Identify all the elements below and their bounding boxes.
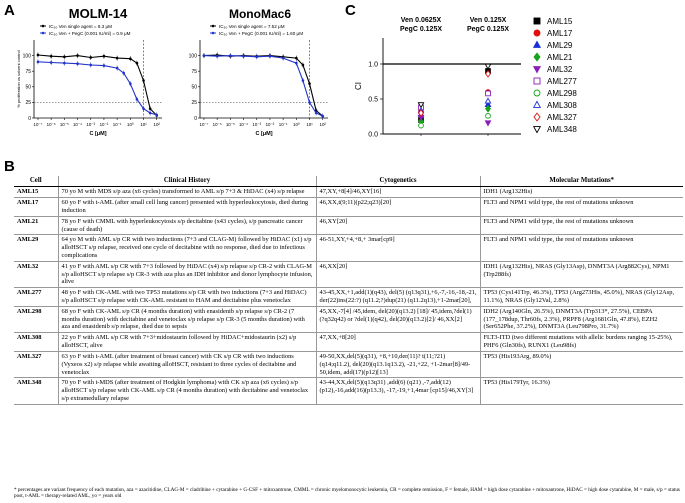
molecular-mutations: TP53 (Cys141Trp, 46.3%), TP53 (Arg273His, 45.0%), NRAS (Gly12Asp, 11.1%), NRAS (Gly12Val, 2.8%): [480, 288, 683, 307]
legend-marker: [534, 67, 541, 73]
data-point: [321, 115, 324, 118]
dose-response-chart-2: [189, 7, 328, 137]
data-point: [103, 64, 106, 67]
x-tick-label: 10⁻⁶: [46, 122, 56, 127]
legend-marker: [534, 101, 541, 107]
x-tick-label: 10⁻⁶: [212, 122, 222, 127]
panel-letter-a: A: [4, 2, 15, 19]
cytogenetics: 47,XY,+8[4]/46,XY[16]: [316, 187, 480, 198]
y-tick-label: 50: [25, 84, 31, 91]
x-tick-label: 10⁻⁵: [59, 122, 69, 127]
molecular-mutations: TP53 (His193Arg, 89.0%): [480, 351, 683, 377]
ci-point: [485, 98, 490, 103]
legend-marker: [534, 18, 540, 24]
y-tick-label: 75: [191, 69, 197, 75]
data-point: [116, 57, 119, 60]
data-point: [76, 62, 79, 65]
clinical-history: 70 yo F with t-MDS (after treatment of Hodgkin lymphoma) with CK s/p aza (x6 cycles) s/p alloHSCT s/p relapse with CK-AML s/p CR (4 months duration) with decitabine and venetoclax s/p extramedullary relapse: [58, 378, 316, 404]
legend-label: IC₅₀ Ven + PegC (0.001 IU/ml) = 1.60 μM: [219, 31, 304, 36]
cytogenetics: 46-51,XY,+4,+8,+ 3mar[cp9]: [316, 235, 480, 261]
legend-marker: [212, 25, 215, 28]
data-point: [155, 114, 158, 117]
data-point: [89, 64, 92, 67]
cell-id: AML277: [14, 288, 58, 307]
data-point: [50, 55, 53, 58]
y-tick-label: 75: [25, 69, 31, 75]
data-point: [203, 54, 206, 57]
category-label-line2: PegC 0.125X: [466, 26, 510, 33]
molecular-mutations: TP53 (His179Tyr, 16.3%): [480, 378, 683, 404]
table-row: [14, 187, 683, 198]
y-axis-label: CI: [354, 82, 363, 90]
data-point: [315, 112, 318, 115]
table-row: [14, 261, 683, 287]
clinical-history: 78 yo F with CMML with hyperleukocytosis s/p decitabine (x43 cycles), s/p pancreatic cancer (cause of death): [58, 216, 316, 235]
y-tick-label: 25: [191, 100, 197, 107]
data-point: [302, 64, 305, 67]
x-tick-label: 10²: [153, 122, 160, 127]
table-row: [14, 216, 683, 235]
x-tick-label: 10⁻³: [86, 122, 96, 127]
x-tick-label: 10⁰: [293, 122, 300, 127]
x-axis-label: C [μM]: [89, 131, 107, 137]
data-point: [89, 56, 92, 59]
patient-table: [14, 176, 683, 405]
table-row: [14, 333, 683, 352]
table-row: [14, 235, 683, 261]
table-row: [14, 288, 683, 307]
data-point: [295, 57, 298, 60]
x-tick-label: 10⁻¹: [278, 122, 288, 127]
x-tick-label: 10⁻²: [99, 122, 109, 127]
table-row: [14, 378, 683, 404]
molecular-mutations: IDH1 (Arg132His): [480, 187, 683, 198]
y-tick-label: 0.5: [368, 96, 378, 104]
header-molecular-mutations: Molecular Mutations*: [480, 176, 683, 187]
legend-marker: [534, 78, 540, 84]
header-cytogenetics: Cytogenetics: [316, 176, 480, 187]
chart-title: MOLM-14: [68, 6, 128, 21]
cell-id: AML21: [14, 216, 58, 235]
data-point: [269, 55, 272, 58]
legend-marker: [212, 32, 215, 35]
y-axis-label: % proliferation vs solvent control: [16, 50, 21, 108]
molecular-mutations: FLT3 and NPM1 wild type, the rest of mutations unknown: [480, 235, 683, 261]
y-tick-label: 1.0: [368, 61, 378, 69]
legend-label: IC₅₀ Ven single agent = 7.52 μM: [219, 24, 285, 29]
legend-label: AML15: [547, 17, 573, 26]
legend-label: AML21: [547, 53, 573, 62]
series-curve-2: [204, 56, 323, 117]
data-point: [63, 56, 66, 59]
cytogenetics: 46,XX,t(9;11)(p22;q23)[20]: [316, 198, 480, 217]
data-point: [129, 82, 132, 85]
cytogenetics: 45,XX,-7[4] /45,idem, del(20)(q13.2) [18]/ 45,idem,?del(1)(?q32q42) or ?del(1)(q42), del(20)(q13.2)[2]/ 46,XX[2]: [316, 306, 480, 332]
data-point: [302, 79, 305, 82]
x-tick-label: 10⁻³: [252, 122, 262, 127]
ci-chart: [354, 17, 521, 139]
y-tick-label: 100: [22, 53, 31, 60]
clinical-history: 60 yo F with t-AML (after small cell lung cancer) presented with hyperleukocytosis, died during induction: [58, 198, 316, 217]
ci-point: [486, 91, 491, 96]
legend-marker: [534, 53, 540, 61]
cytogenetics: 46,XX[20]: [316, 261, 480, 287]
data-point: [76, 54, 79, 57]
cytogenetics: 43-44,XX,del(5)(q13q31) ,add(6) (q21) ,-7,add(12) (p12),-16,add(16)(p13.3), -17,-19,+1,4mar [cp15]/46,XY[3]: [316, 378, 480, 404]
cell-id: AML298: [14, 306, 58, 332]
data-point: [37, 61, 40, 64]
clinical-history: 64 yo M with AML s/p CR with two inductions (7+3 and CLAG-M) followed by HiDAC (x1) s/p alloHSCT s/p relapse, received one cycle of decitabine with no response, died due to infectious complications: [58, 235, 316, 261]
table-footnote: * percentages are variant frequency of each mutation, aza = azacitidine, CLAG-M = cladribine + cytarabine + G-CSF + mitoxantrone, CMML = chronic myelomonocytic leukemia, CR = complete remission, F = female, HAM = high dose cytarabine + mitoxantrone, HiDAC = high dose cytarabine, M = male, s/p = status post, t-AML = therapy-related AML, yo = years old: [14, 487, 680, 500]
data-point: [242, 55, 245, 58]
table-row: [14, 306, 683, 332]
cell-id: AML15: [14, 187, 58, 198]
legend-marker: [534, 113, 540, 121]
x-tick-label: 10⁻¹: [112, 122, 122, 127]
data-point: [136, 62, 139, 65]
data-point: [103, 55, 106, 58]
x-tick-label: 10⁻²: [265, 122, 275, 127]
header-cell: Cell: [14, 176, 58, 187]
clinical-history: 68 yo F with CK-AML s/p CR (4 months duration) with enasidenib s/p relapse s/p CR-2 (7 months duration) with decitabine and venetoclax s/p relapse s/p CR-3 (5 months duration) with aza and enasidenib s/p relapse, died due to sepsis: [58, 306, 316, 332]
clinical-history: 70 yo M with MDS s/p aza (x6 cycles) transformed to AML s/p 7+3 & HiDAC (x4) s/p relapse: [58, 187, 316, 198]
x-tick-label: 10⁰: [127, 122, 134, 127]
data-point: [216, 55, 219, 58]
legend-label: AML29: [547, 41, 573, 50]
x-tick-label: 10²: [319, 122, 326, 127]
table-row: [14, 198, 683, 217]
table-row: [14, 351, 683, 377]
panel-letter-c: C: [345, 2, 356, 19]
x-tick-label: 10¹: [140, 122, 147, 127]
molecular-mutations: FLT3 and NPM1 wild type, the rest of mutations unknown: [480, 216, 683, 235]
data-point: [282, 57, 285, 60]
category-label-line1: Ven 0.125X: [469, 17, 507, 24]
header-clinical-history: Clinical History: [58, 176, 316, 187]
cytogenetics: 43-45,XX,+1,add(1)(q43), del(5) (q13q31),+6,-7,-16,-18,-21, der(22)ins(22:?) (q11.2;?)dup(21) (q11.2q13),+1-2mar[20],: [316, 288, 480, 307]
data-point: [142, 107, 145, 110]
data-point: [37, 54, 40, 57]
clinical-history: 22 yo F with AML s/p CR with 7+3+midostaurin followed by HiDAC+midostaurin (x2) s/p alloHSCT, alive: [58, 333, 316, 352]
legend-marker: [534, 41, 541, 47]
molecular-mutations: FLT3-ITD (two different mutations with allelic burdens ranging 15-25%), PHF6 (Gln30fs), RUNX1 (Leu98fs): [480, 333, 683, 352]
data-point: [142, 79, 145, 82]
y-tick-label: 50: [191, 84, 197, 91]
legend-label: AML32: [547, 65, 573, 74]
x-tick-label: 10⁻⁴: [72, 122, 83, 127]
ci-point: [485, 121, 490, 126]
data-point: [295, 62, 298, 65]
x-tick-label: 10⁻⁴: [238, 122, 249, 127]
cell-id: AML32: [14, 261, 58, 287]
legend-label: AML308: [547, 101, 577, 110]
clinical-history: 41 yo F with AML s/p CR with 7+3 followed by HiDAC (x4) s/p relapse s/p CR-2 with CLAG-M s/p alloHSCT s/p relapse s/p CR-3 with aza plus an IDH inhibitor and donor lymphocyte infusion, alive: [58, 261, 316, 287]
x-tick-label: 10¹: [306, 122, 313, 127]
legend-label: AML348: [547, 125, 577, 134]
y-tick-label: 0: [28, 115, 31, 122]
cell-id: AML327: [14, 351, 58, 377]
molecular-mutations: IDH1 (Arg132His), NRAS (Gly13Asp), DNMT3A (Arg882Cys), NPM1 (Trp288fs): [480, 261, 683, 287]
panel-c-chart: [345, 0, 685, 158]
data-point: [149, 107, 152, 110]
ci-point: [486, 113, 491, 118]
cytogenetics: 47,XX,+8[20]: [316, 333, 480, 352]
molecular-mutations: FLT3 and NPM1 wild type, the rest of mutations unknown: [480, 198, 683, 217]
panel-a-charts: [0, 0, 345, 158]
data-point: [136, 98, 139, 101]
series-curve-1: [38, 55, 157, 116]
y-tick-label: 0.0: [368, 131, 378, 139]
legend-label: AML277: [547, 77, 577, 86]
data-point: [149, 112, 152, 115]
cell-id: AML29: [14, 235, 58, 261]
data-point: [308, 82, 311, 85]
x-tick-label: 10⁻⁷: [199, 122, 209, 127]
data-point: [255, 56, 258, 59]
y-tick-label: 0: [194, 115, 197, 122]
chart-title: MonoMac6: [228, 7, 292, 21]
cell-id: AML348: [14, 378, 58, 404]
clinical-history: 63 yo F with t-AML (after treatment of breast cancer) with CK s/p CR with two inductions (Vyxeos x2) s/p relapse while awaiting alloHSCT, resistant to three cycles of decitabine and venetoclax: [58, 351, 316, 377]
x-tick-label: 10⁻⁷: [33, 122, 43, 127]
category-label-line1: Ven 0.0625X: [400, 17, 442, 24]
legend-label: IC₅₀ Ven + PegC (0.001 IU/ml) = 0.9 μM: [49, 31, 131, 36]
ci-legend: [534, 17, 578, 134]
data-point: [122, 72, 125, 75]
data-point: [229, 54, 232, 57]
legend-marker: [42, 32, 45, 35]
legend-label: AML17: [547, 29, 573, 38]
legend-label: IC₅₀ Ven single agent = 8.3 μM: [49, 24, 112, 29]
data-point: [129, 57, 132, 60]
cytogenetics: 46,XY[20]: [316, 216, 480, 235]
legend-marker: [42, 25, 45, 28]
data-point: [116, 67, 119, 70]
y-tick-label: 100: [188, 53, 197, 60]
data-point: [308, 101, 311, 104]
cell-id: AML17: [14, 198, 58, 217]
panel-letter-b: B: [4, 158, 15, 175]
cytogenetics: 49-50,XX,del(5)(q31), +8,+10,der(11)? t(11;?21)(q14;q11.2), del(20)(q13.1q13.2), -21,+22, +1-2mar[8]/49-50,idem, add(17)(p12)[13]: [316, 351, 480, 377]
legend-label: AML298: [547, 89, 577, 98]
legend-label: AML327: [547, 113, 577, 122]
cell-id: AML308: [14, 333, 58, 352]
table-header-row: [14, 176, 683, 187]
legend-marker: [534, 127, 541, 133]
legend-marker: [534, 90, 540, 96]
data-point: [50, 61, 53, 64]
legend-marker: [534, 30, 540, 36]
x-axis-label: C [μM]: [255, 131, 273, 137]
molecular-mutations: IDH2 (Arg140Gln, 26.5%), DNMT3A (Trp313*, 27.5%), CEBPA (177_178dup, Thr60fs, 2.3%), PRPF8 (Arg1681Gln, 47.8%), EZH2 (Ser652Phe, 37.2%), DNMT3A (Leu798Pro, 31.7%): [480, 306, 683, 332]
clinical-history: 48 yo F with CK-AML with two TP53 mutations s/p CR with two inductions (7+3 and HiDAC) s/p alloHSCT s/p relapse with CK-AML resistant to HAM and decitabine plus venetoclax: [58, 288, 316, 307]
y-tick-label: 25: [25, 100, 31, 107]
ci-point: [419, 123, 424, 128]
data-point: [63, 62, 66, 65]
x-tick-label: 10⁻⁵: [225, 122, 235, 127]
category-label-line2: PegC 0.125X: [399, 26, 443, 33]
dose-response-chart-1: [16, 6, 162, 137]
